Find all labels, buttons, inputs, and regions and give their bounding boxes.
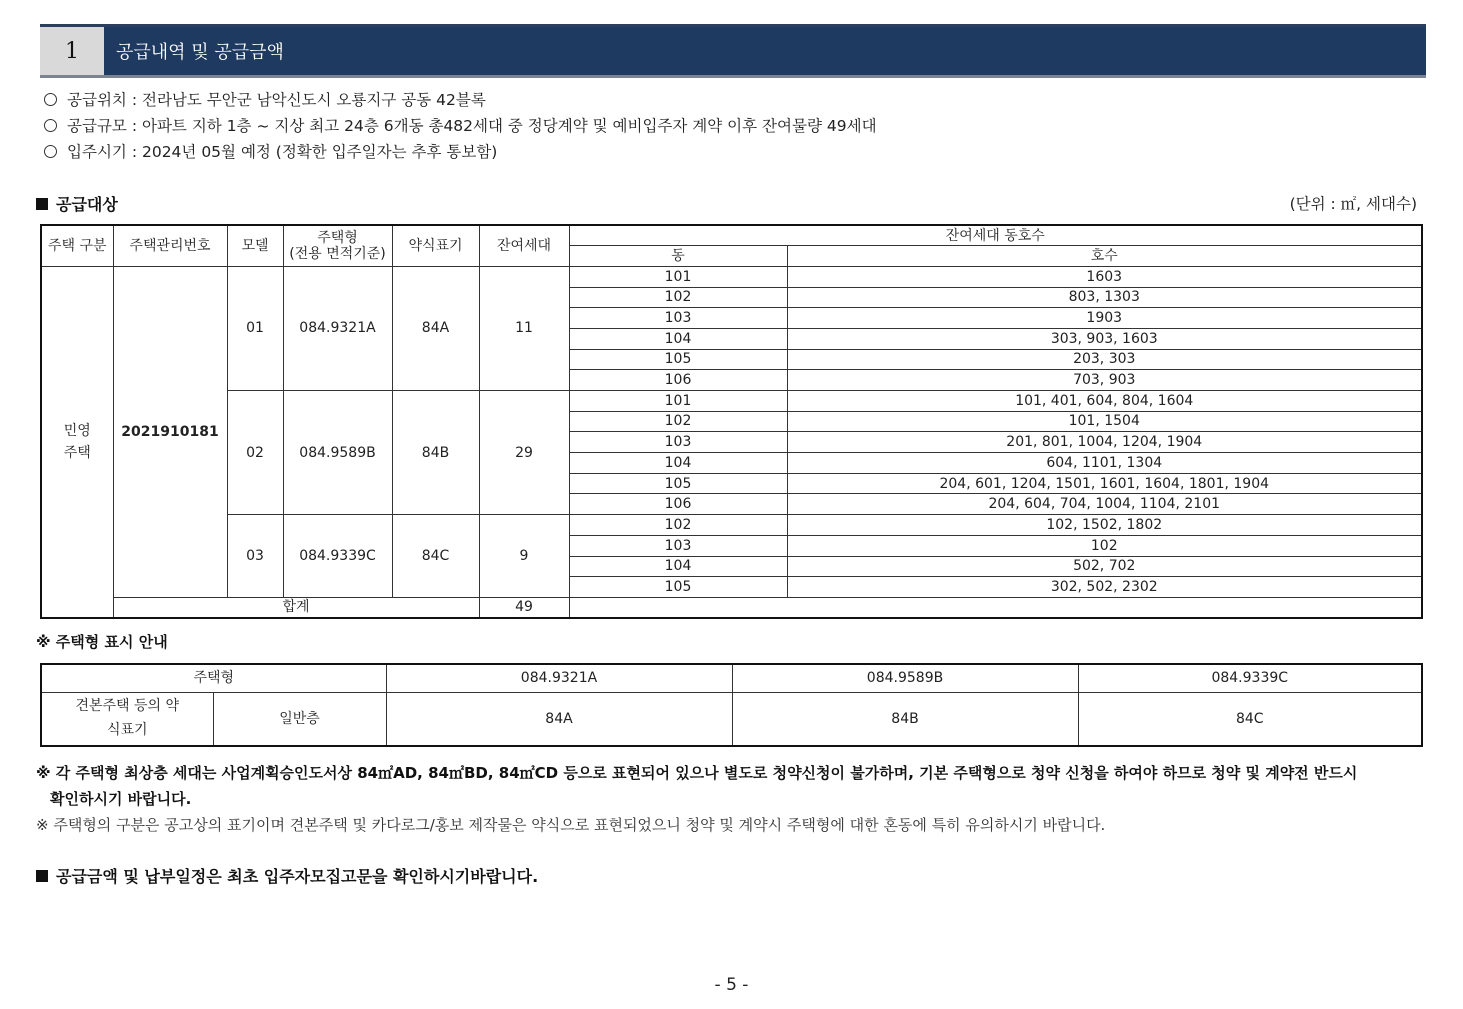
section-title: 공급내역 및 공급금액 [104,27,1426,75]
unit-label: (단위 : ㎡, 세대수) [1289,195,1417,213]
ho-cell: 703, 903 [787,370,1422,391]
ho-cell: 502, 702 [787,556,1422,577]
type-cell: 084.9589B [732,664,1078,692]
ho-cell: 203, 303 [787,349,1422,370]
model-cell: 02 [227,391,283,515]
page-number: - 5 - [714,975,749,995]
dong-cell: 101 [569,391,787,412]
type-cell: 084.9321A [386,664,732,692]
circle-bullet-icon [44,119,57,132]
section-number: 1 [40,27,104,75]
housing-type-cell: 084.9589B [283,391,392,515]
dong-cell: 104 [569,453,787,474]
section-header [40,24,1426,78]
info-scale: 공급규모 : 아파트 지하 1층 ~ 지상 최고 24층 6개동 총482세대 중 정당계약 및 예비입주자 계약 이후 잔여물량 49세대 [44,114,877,136]
remaining-count-cell: 29 [479,391,569,515]
ho-cell: 302, 502, 2302 [787,577,1422,598]
header-model: 모델 [227,225,283,266]
ho-cell: 204, 604, 704, 1004, 1104, 2101 [787,494,1422,515]
dong-cell: 102 [569,515,787,536]
remaining-count-cell: 11 [479,266,569,390]
ho-cell: 604, 1101, 1304 [787,453,1422,474]
table-row [41,515,1422,536]
dong-cell: 104 [569,556,787,577]
square-bullet-icon [36,198,48,210]
footer-heading: 공급금액 및 납부일정은 최초 입주자모집고문을 확인하시기바랍니다. [36,864,538,887]
circle-bullet-icon [44,145,57,158]
abbr-row-label: 견본주택 등의 약식표기 [41,692,213,746]
ho-cell: 102 [787,535,1422,556]
model-cell: 03 [227,515,283,598]
ho-cell: 303, 903, 1603 [787,328,1422,349]
header-housing-type-sub: (전용 면적기준) [289,245,386,262]
total-row [41,597,1422,618]
square-bullet-icon [36,870,48,882]
table-header-row [41,225,1422,246]
ho-cell: 101, 1504 [787,411,1422,432]
abbr-cell: 84C [392,515,479,598]
type-cell: 084.9339C [1078,664,1422,692]
dong-cell: 102 [569,411,787,432]
dong-cell: 104 [569,328,787,349]
note-top-floor-cont: 확인하시기 바랍니다. [50,790,192,808]
abbr-cell: 84B [732,692,1078,746]
note-top-floor: ※ 각 주택형 최상층 세대는 사업계획승인도서상 84㎡AD, 84㎡BD, 84㎡CD 등으로 표현되어 있으나 별도로 청약신청이 불가하며, 기본 주택형으로 청약 신청을 하여야 하므로 청약 및 계약전 반드시 [36,764,1358,782]
total-count-cell: 49 [479,597,569,618]
ho-cell: 102, 1502, 1802 [787,515,1422,536]
ho-cell: 201, 801, 1004, 1204, 1904 [787,432,1422,453]
housing-type-cell: 084.9321A [283,266,392,390]
type-guide-heading: ※ 주택형 표시 안내 [36,633,168,651]
total-empty-cell [569,597,1422,618]
header-category: 주택 구분 [41,225,113,266]
ho-cell: 204, 601, 1204, 1501, 1601, 1604, 1801, 1904 [787,473,1422,494]
header-housing-type [283,225,392,266]
housing-type-cell: 084.9339C [283,515,392,598]
dong-cell: 105 [569,473,787,494]
ho-cell: 1603 [787,266,1422,287]
table-row [41,266,1422,287]
supply-target-heading: 공급대상 [36,192,118,215]
dong-cell: 105 [569,349,787,370]
total-label-cell: 합계 [113,597,479,618]
dong-cell: 103 [569,535,787,556]
dong-cell: 103 [569,308,787,329]
header-remaining-units: 잔여세대 동호수 [569,225,1422,246]
dong-cell: 106 [569,370,787,391]
table-row [41,391,1422,412]
supply-table [40,224,1423,619]
ho-cell: 101, 401, 604, 804, 1604 [787,391,1422,412]
abbr-cell: 84A [392,266,479,390]
mgmt-no-cell: 2021910181 [113,266,227,597]
category-label: 민영 주택 [63,422,91,461]
info-move-in: 입주시기 : 2024년 05월 예정 (정확한 입주일자는 추후 통보함) [44,140,497,162]
dong-cell: 106 [569,494,787,515]
ho-cell: 1903 [787,308,1422,329]
floor-label: 일반층 [213,692,386,746]
category-cell [41,266,113,618]
header-remaining: 잔여세대 [479,225,569,266]
info-location: 공급위치 : 전라남도 무안군 남악신도시 오룡지구 공동 42블록 [44,88,486,110]
abbr-cell: 84B [392,391,479,515]
model-cell: 01 [227,266,283,390]
dong-cell: 105 [569,577,787,598]
dong-cell: 101 [569,266,787,287]
remaining-count-cell: 9 [479,515,569,598]
header-abbr: 약식표기 [392,225,479,266]
abbr-cell: 84A [386,692,732,746]
type-guide-table [40,663,1423,747]
header-dong: 동 [569,246,787,267]
note-type-distinction: ※ 주택형의 구분은 공고상의 표기이며 견본주택 및 카다로그/홍보 제작물은 약식으로 표현되었으니 청약 및 계약시 주택형에 대한 혼동에 특히 유의하시기 바랍니다. [36,816,1106,834]
circle-bullet-icon [44,93,57,106]
header-housing-type-main: 주택형 [317,229,358,246]
ho-cell: 803, 1303 [787,287,1422,308]
header-ho: 호수 [787,246,1422,267]
dong-cell: 102 [569,287,787,308]
dong-cell: 103 [569,432,787,453]
abbr-cell: 84C [1078,692,1422,746]
header-mgmt-no: 주택관리번호 [113,225,227,266]
type-label-cell: 주택형 [41,664,386,692]
